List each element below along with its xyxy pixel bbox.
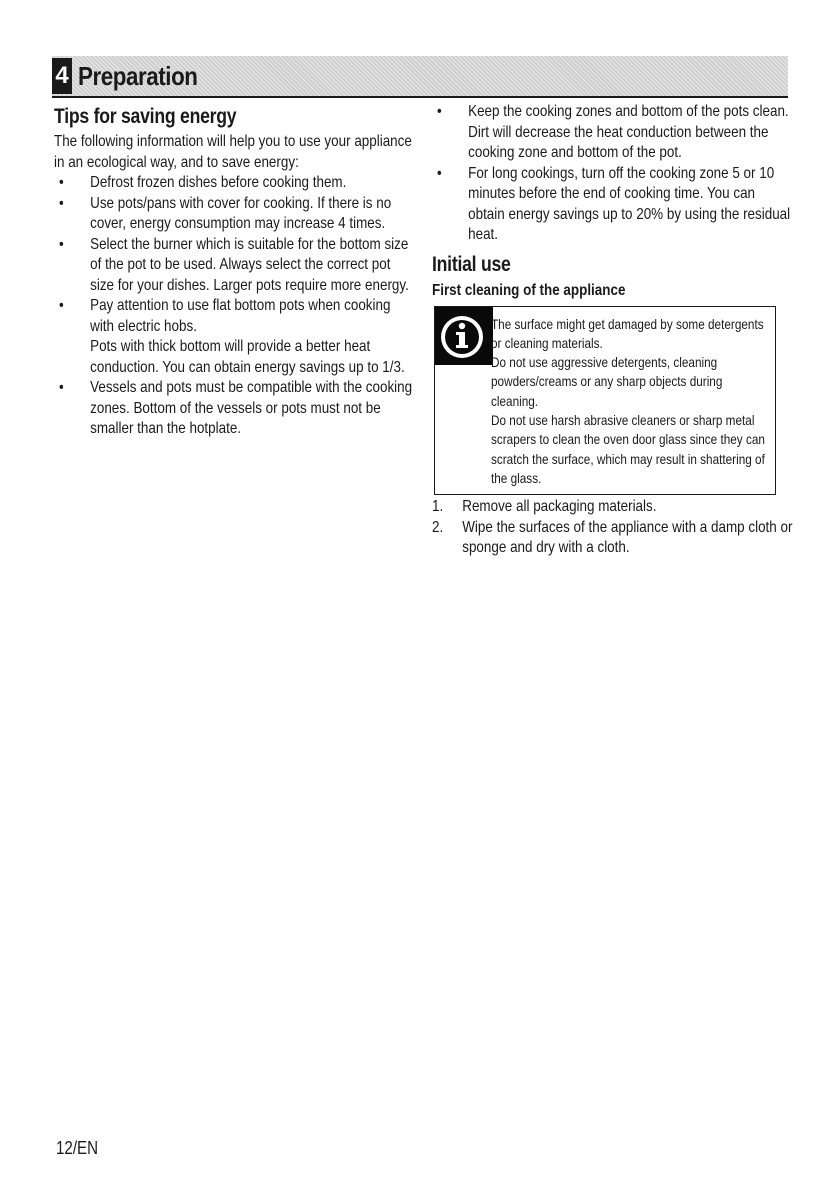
list-item: • Keep the cooking zones and bottom of the pots clean. Dirt will decrease the heat conduction between the cooking zone and bottom of the pot. bbox=[437, 103, 789, 161]
list-item: • Defrost frozen dishes before cooking them. bbox=[59, 174, 347, 191]
energy-tips-intro: The following information will help you to use your appliance in an ecological way, and to save energy: bbox=[54, 133, 412, 171]
info-paragraph: Do not use harsh abrasive cleaners or sharp metal scrapers to clean the oven door glass since they can scratch the surface, which may result in shattering of the glass. bbox=[491, 411, 765, 486]
info-paragraph: Do not use aggressive detergents, cleaning powders/creams or any sharp objects during cleaning. bbox=[491, 354, 723, 409]
energy-tips-list-continued bbox=[432, 102, 794, 246]
list-item: • Use pots/pans with cover for cooking. If there is no cover, energy consumption may increase 4 times. bbox=[59, 194, 392, 232]
info-paragraph: The surface might get damaged by some detergents or cleaning materials. bbox=[491, 315, 764, 351]
list-item: 1. Remove all packaging materials. bbox=[432, 498, 657, 516]
first-cleaning-steps bbox=[432, 497, 794, 559]
list-item: • Select the burner which is suitable for the bottom size of the pot to be used. Always select the correct pot size for your dishes. Larger pots require more energy. bbox=[59, 235, 409, 294]
list-item: • For long cookings, turn off the cooking zone 5 or 10 minutes before the end of cooking time. You can obtain energy savings up to 20% by using the residual heat. bbox=[437, 164, 791, 243]
energy-tips-list bbox=[54, 173, 414, 440]
left-column bbox=[54, 102, 414, 440]
chapter-number: 4 bbox=[52, 58, 72, 94]
info-box bbox=[434, 306, 776, 496]
right-column bbox=[432, 102, 794, 559]
list-item: • Pay attention to use flat bottom pots when cooking with electric hobs. Pots with thick bottom will provide a better heat conduction. You can obtain energy savings up to 1/3. bbox=[59, 297, 405, 376]
first-cleaning-subheading: First cleaning of the appliance bbox=[432, 281, 626, 299]
initial-use-heading: Initial use bbox=[432, 252, 511, 276]
chapter-title: Preparation bbox=[78, 61, 198, 91]
energy-tips-heading: Tips for saving energy bbox=[54, 105, 237, 128]
list-item: 2. Wipe the surfaces of the appliance with a damp cloth or sponge and dry with a cloth. bbox=[432, 518, 793, 557]
page-number: 12/EN bbox=[56, 1138, 99, 1158]
info-icon bbox=[435, 307, 493, 365]
list-item: • Vessels and pots must be compatible with the cooking zones. Bottom of the vessels or pots must not be smaller than the hotplate. bbox=[59, 379, 413, 437]
